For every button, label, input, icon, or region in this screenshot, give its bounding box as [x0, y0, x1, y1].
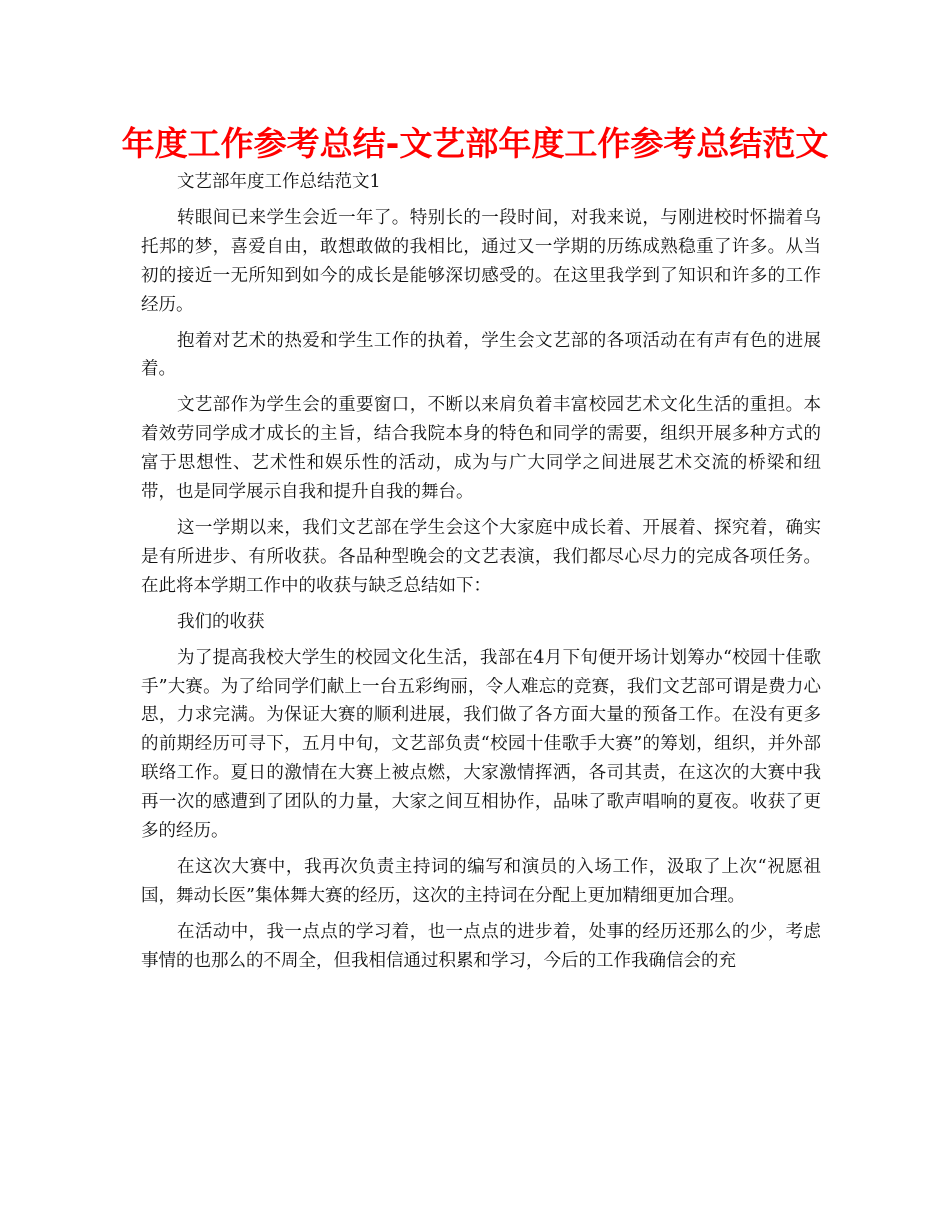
- section-heading-harvest: 我们的收获: [177, 611, 265, 632]
- document-body: [141, 168, 821, 983]
- paragraph: 为了提高我校大学生的校园文化生活，我部在4月下旬便开场计划筹办“校园十佳歌手”大赛。为了给同学们献上一台五彩绚丽，令人难忘的竞赛，我们文艺部可谓是费力心思，力求完满。为保证大赛的顺利进展，我们做了各方面大量的预备工作。在没有更多的前期经历可寻下，五月中旬，文艺部负责“校园十佳歌手大赛”的筹划，组织，并外部联络工作。夏日的激情在大赛上被点燃，大家激情挥洒，各司其责，在这次的大赛中我再一次的感遭到了团队的力量，大家之间互相协作，品味了歌声唱响的夏夜。收获了更多的经历。: [141, 647, 821, 842]
- section-subtitle: 文艺部年度工作总结范文1: [177, 172, 381, 192]
- paragraph: 转眼间已来学生会近一年了。特别长的一段时间，对我来说，与刚进校时怀揣着乌托邦的梦，喜爱自由，敢想敢做的我相比，通过又一学期的历练成熟稳重了许多。从当初的接近一无所知到如今的成长是能够深切感受的。在这里我学到了知识和许多的工作经历。: [141, 207, 821, 315]
- paragraph: 在活动中，我一点点的学习着，也一点点的进步着，处事的经历还那么的少，考虑事情的也那么的不周全，但我相信通过积累和学习，今后的工作我确信会的充: [141, 921, 821, 971]
- paragraph: 文艺部作为学生会的重要窗口，不断以来肩负着丰富校园艺术文化生活的重担。本着效劳同学成才成长的主旨，结合我院本身的特色和同学的需要，组织开展多种方式的富于思想性、艺术性和娱乐性的活动，成为与广大同学之间进展艺术交流的桥梁和纽带，也是同学展示自我和提升自我的舞台。: [141, 395, 821, 503]
- document-title: 年度工作参考总结-文艺部年度工作参考总结范文: [121, 124, 829, 163]
- paragraph: 抱着对艺术的热爱和学生工作的执着，学生会文艺部的各项活动在有声有色的进展着。: [141, 330, 821, 380]
- paragraph: 在这次大赛中，我再次负责主持词的编写和演员的入场工作，汲取了上次“祝愿祖国，舞动长医”集体舞大赛的经历，这次的主持词在分配上更加精细更加合理。: [141, 856, 821, 906]
- paragraph: 这一学期以来，我们文艺部在学生会这个大家庭中成长着、开展着、探究着，确实是有所进步、有所收获。各品种型晚会的文艺表演，我们都尽心尽力的完成各项任务。在此将本学期工作中的收获与缺乏总结如下：: [141, 517, 821, 596]
